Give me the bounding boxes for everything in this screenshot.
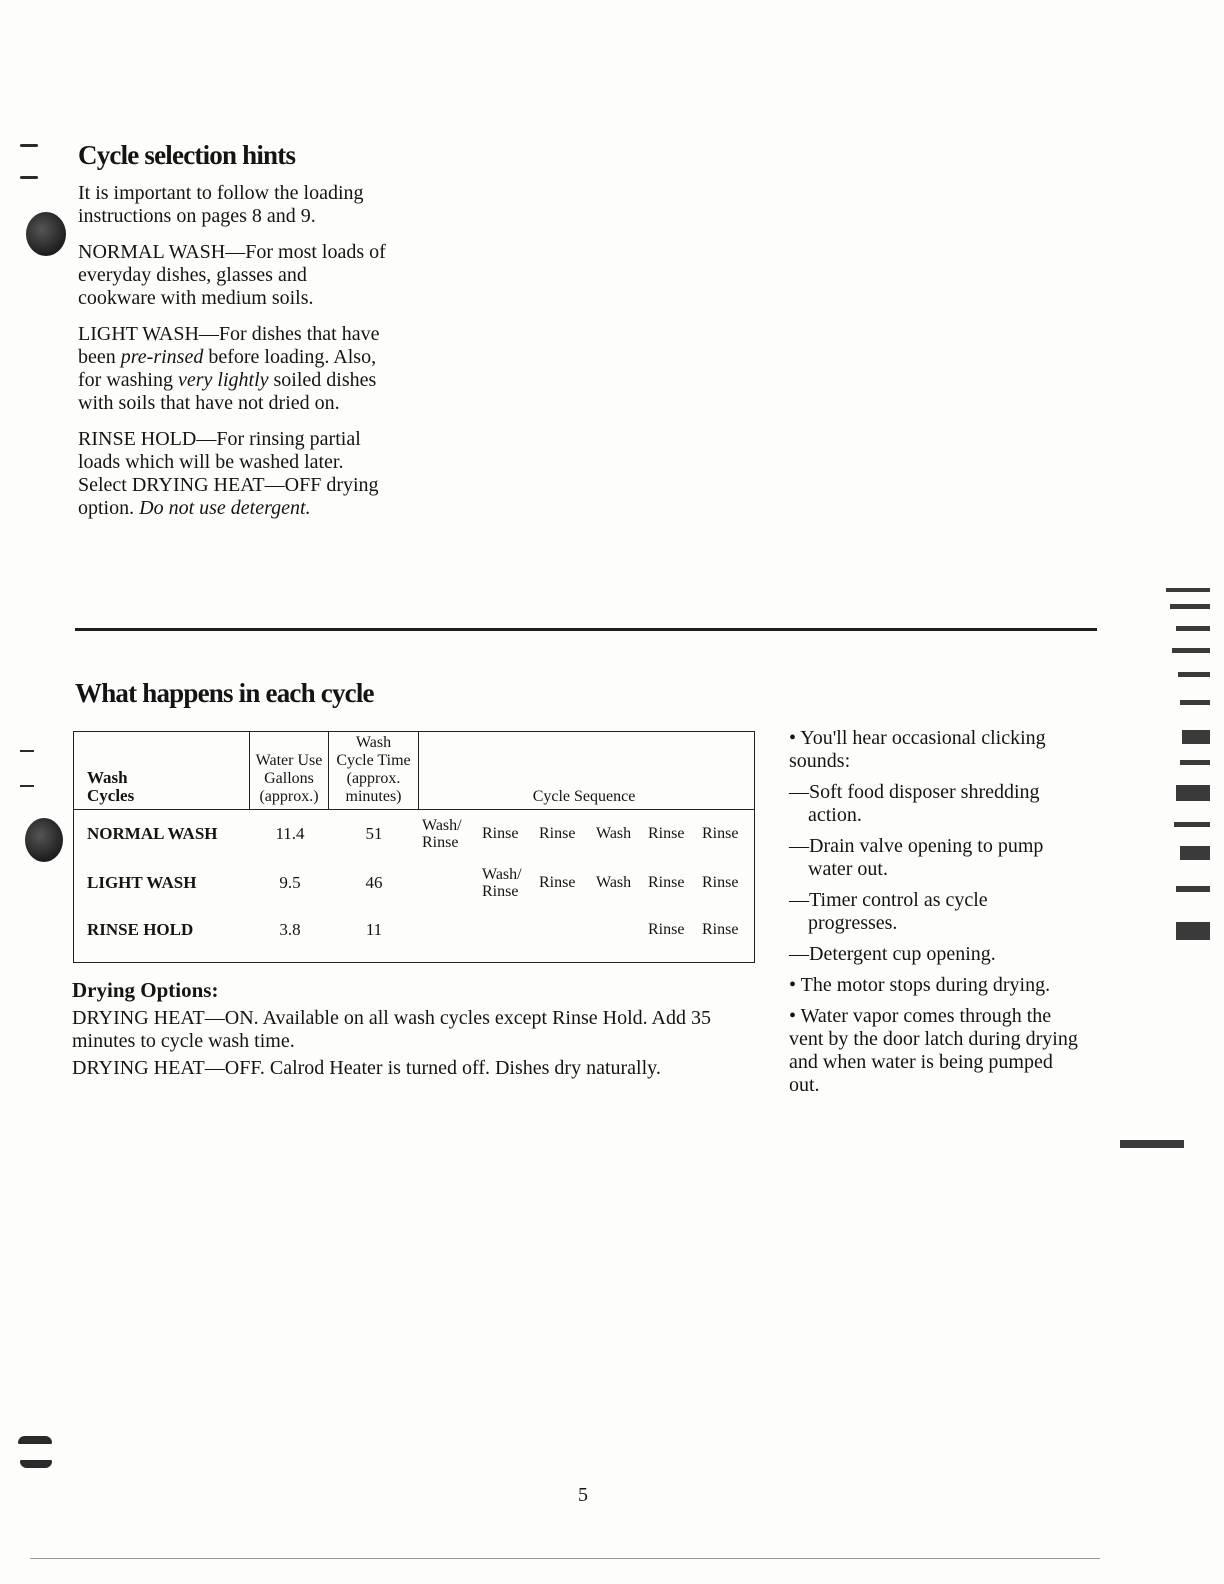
scan-artifact	[30, 1558, 1100, 1559]
light-seq-step: Rinse	[648, 874, 685, 891]
page-number: 5	[578, 1484, 588, 1506]
header-line: Water Use	[255, 752, 323, 769]
light-wash-text: soiled dishes with soils that have not dried on.	[78, 369, 377, 414]
rinse-hold-water: 3.8	[279, 920, 301, 939]
rinse-hold-hint	[78, 428, 388, 520]
normal-seq-step: Rinse	[482, 825, 519, 842]
scan-artifact	[1176, 626, 1210, 631]
sound-item: —Detergent cup opening.	[789, 943, 996, 965]
light-wash-text: LIGHT WASH—For dishes that have been	[78, 323, 380, 368]
scan-artifact	[1176, 886, 1210, 892]
margin-mark	[20, 176, 38, 179]
header-water-use	[250, 752, 328, 806]
margin-mark	[20, 785, 34, 787]
drying-heat-off: DRYING HEAT—OFF. Calrod Heater is turned off. Dishes dry naturally.	[72, 1057, 661, 1079]
light-wash-emphasis: very lightly	[177, 369, 269, 391]
header-line: Gallons	[264, 770, 314, 787]
normal-seq-step: Rinse	[539, 825, 576, 842]
light-time: 46	[365, 873, 383, 892]
scan-artifact	[1180, 846, 1210, 860]
light-seq-step: Rinse	[702, 874, 739, 891]
normal-seq-step: Rinse	[648, 825, 685, 842]
header-line: minutes)	[345, 788, 402, 805]
loading-instructions-text: It is important to follow the loading instructions on pages 8 and 9.	[78, 182, 364, 227]
light-wash-hint	[78, 323, 388, 415]
header-line: Wash	[355, 734, 392, 751]
drying-heat-on: DRYING HEAT—ON. Available on all wash cycles except Rinse Hold. Add 35 minutes to cycle wash time.	[72, 1007, 711, 1052]
margin-mark	[20, 750, 34, 752]
header-line: (approx.)	[259, 788, 319, 805]
punch-hole-icon	[25, 818, 63, 862]
punch-hole-icon	[26, 212, 66, 256]
light-seq-wash-rinse: Wash/ Rinse	[482, 866, 522, 900]
scan-artifact	[1166, 588, 1210, 592]
sounds-list	[789, 727, 1079, 1105]
light-water: 9.5	[279, 873, 301, 892]
sound-item: —Soft food disposer shredding action.	[789, 781, 1040, 826]
header-cycle-time	[329, 734, 418, 806]
rinse-hold-seq-step: Rinse	[702, 921, 739, 938]
scan-artifact	[1178, 672, 1210, 677]
margin-mark	[20, 1460, 52, 1468]
light-wash-emphasis: pre-rinsed	[120, 346, 204, 368]
scan-artifact	[1182, 730, 1210, 744]
normal-time: 51	[365, 824, 383, 843]
light-wash-text: before loading. Also, for washing	[78, 346, 377, 391]
header-wash-cycles	[87, 769, 134, 805]
sound-item: —Drain valve opening to pump water out.	[789, 835, 1044, 880]
normal-seq-step: Rinse	[702, 825, 739, 842]
rinse-hold-seq-step: Rinse	[648, 921, 685, 938]
scan-artifact	[1180, 700, 1210, 705]
rinse-hold-text: RINSE HOLD—For rinsing partial loads which will be washed later. Select DRYING HEAT—OFF drying option.	[78, 428, 379, 519]
header-line: Wash	[87, 768, 128, 787]
cycle-hints-block	[78, 182, 388, 533]
drying-options-heading: Drying Options:	[72, 978, 219, 1002]
drying-options	[72, 978, 752, 1080]
header-line: (approx.	[346, 770, 401, 787]
normal-wash-hint: NORMAL WASH—For most loads of everyday dishes, glasses and cookware with medium soils.	[78, 241, 386, 309]
scan-artifact	[1180, 760, 1210, 765]
cycle-table	[73, 731, 755, 963]
normal-seq-wash-rinse: Wash/ Rinse	[422, 817, 462, 851]
scan-artifact	[1176, 922, 1210, 940]
vapor-note: • Water vapor comes through the vent by the door latch during drying and when water is being pumped out.	[789, 1005, 1078, 1096]
row-light-wash: LIGHT WASH	[87, 873, 197, 892]
margin-mark	[20, 144, 38, 147]
scan-artifact	[1176, 785, 1210, 801]
scan-artifact	[1174, 822, 1210, 827]
header-line: Cycles	[87, 786, 135, 805]
normal-water: 11.4	[275, 824, 305, 843]
header-line: Cycle Time	[336, 752, 411, 769]
sounds-intro: • You'll hear occasional clicking sounds:	[789, 727, 1046, 772]
header-cycle-sequence: Cycle Sequence	[532, 788, 636, 805]
margin-mark	[18, 1436, 52, 1444]
scan-artifact	[1170, 604, 1210, 609]
scan-artifact	[1120, 1140, 1184, 1148]
rinse-hold-warning: Do not use detergent.	[139, 497, 311, 519]
row-rinse-hold: RINSE HOLD	[87, 920, 194, 939]
what-happens-title: What happens in each cycle	[75, 678, 374, 708]
cycle-selection-title: Cycle selection hints	[78, 140, 296, 170]
row-normal-wash: NORMAL WASH	[87, 824, 218, 843]
rinse-hold-time: 11	[365, 920, 383, 939]
table-header-rule	[74, 809, 754, 810]
sound-item: —Timer control as cycle progresses.	[789, 889, 988, 934]
light-seq-step: Rinse	[539, 874, 576, 891]
scan-artifact	[1172, 648, 1210, 653]
motor-note: • The motor stops during drying.	[789, 974, 1051, 996]
light-seq-step: Wash	[596, 874, 632, 891]
section-divider	[75, 628, 1097, 631]
normal-seq-step: Wash	[596, 825, 632, 842]
